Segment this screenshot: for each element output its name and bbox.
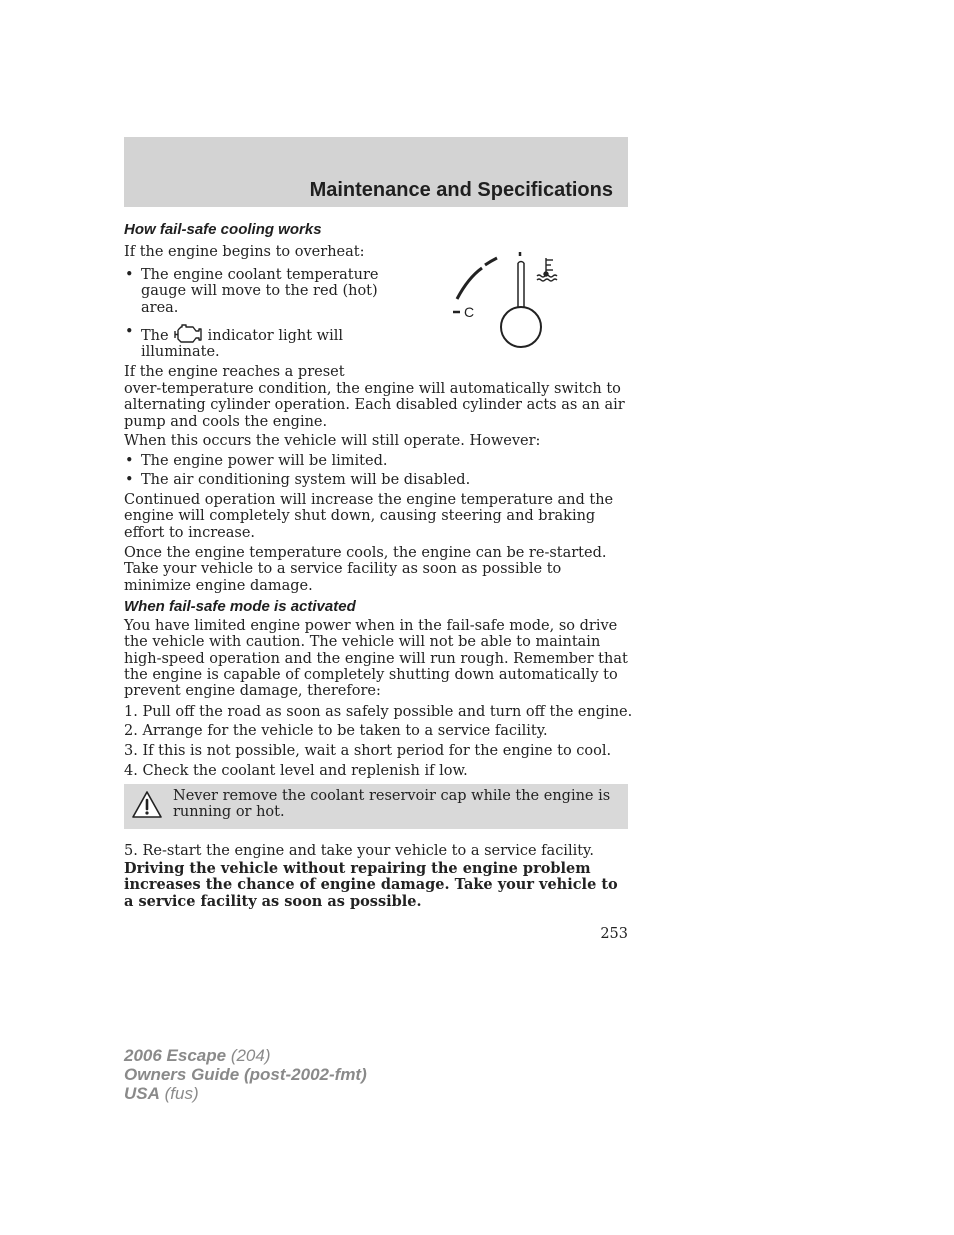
document-footer xyxy=(124,1046,367,1103)
bullet-indicator-pre: The xyxy=(141,328,169,344)
bullet-indicator-text xyxy=(141,324,391,361)
step-5: 5. Re-start the engine and take your vehicle to a service facility. xyxy=(124,843,594,859)
section-header xyxy=(124,137,628,207)
para-preset-line1: If the engine reaches a preset xyxy=(124,364,345,380)
para-engine-cools: Once the engine temperature cools, the engine can be re-started. Take your vehicle to a service facility as soon as possible to minimize engine damage. xyxy=(124,545,607,594)
heading-fail-safe-activated: When fail-safe mode is activated xyxy=(124,598,356,615)
bold-warning-para: Driving the vehicle without repairing the engine problem increases the chance of engine damage. Take your vehicle to a service facility as soon as possible. xyxy=(124,860,618,910)
para-vehicle-operates: When this occurs the vehicle will still operate. However: xyxy=(124,433,541,449)
warning-triangle-icon xyxy=(131,790,163,820)
page-title: Maintenance and Specifications xyxy=(309,179,613,201)
bullet-dot: • xyxy=(125,472,134,488)
bullet-dot: • xyxy=(125,324,134,340)
bullet-indicator-post: indicator light will illuminate. xyxy=(141,328,344,361)
check-engine-icon xyxy=(172,324,204,344)
para-preset-rest: over-temperature condition, the engine will automatically switch to alternating cylinder operation. Each disabled cylinder acts as an air pump and cools the engine. xyxy=(124,381,625,430)
gauge-pivot xyxy=(501,307,541,347)
bullet-power-text: The engine power will be limited. xyxy=(141,453,388,469)
coolant-temperature-gauge xyxy=(448,248,568,350)
bullet-ac-text: The air conditioning system will be disabled. xyxy=(141,472,471,488)
step-2: 2. Arrange for the vehicle to be taken to a service facility. xyxy=(124,723,548,739)
footer-market: USA xyxy=(124,1084,160,1103)
gauge-cold-label: C xyxy=(464,304,475,320)
warning-text: Never remove the coolant reservoir cap while the engine is running or hot. xyxy=(173,788,611,821)
bullet-dot: • xyxy=(125,267,134,283)
footer-model: 2006 Escape xyxy=(124,1046,227,1065)
para-limited-power: You have limited engine power when in the fail-safe mode, so drive the vehicle with caution. The vehicle will not be able to maintain high-speed operation and the engine will run rough. Remember that the engine is capable of completely shutting down automatically to prevent engine damage, therefore: xyxy=(124,618,628,700)
footer-market-code: (fus) xyxy=(159,1084,199,1103)
heading-fail-safe-cooling: How fail-safe cooling works xyxy=(124,221,322,238)
intro-text: If the engine begins to overheat: xyxy=(124,244,365,260)
bullet-dot: • xyxy=(125,453,134,469)
step-3: 3. If this is not possible, wait a short period for the engine to cool. xyxy=(124,743,612,759)
warning-box xyxy=(124,784,628,829)
footer-model-code: (204) xyxy=(226,1046,271,1065)
bullet-gauge-text: The engine coolant temperature gauge will move to the red (hot) area. xyxy=(141,267,379,316)
thermometer-icon xyxy=(537,258,557,281)
para-continued-operation: Continued operation will increase the engine temperature and the engine will completely shut down, causing steering and braking effort to increase. xyxy=(124,492,614,541)
step-4: 4. Check the coolant level and replenish if low. xyxy=(124,763,468,779)
footer-guide: Owners Guide (post-2002-fmt) xyxy=(124,1065,367,1084)
page-number: 253 xyxy=(600,926,628,942)
step-1: 1. Pull off the road as soon as safely possible and turn off the engine. xyxy=(124,704,633,720)
